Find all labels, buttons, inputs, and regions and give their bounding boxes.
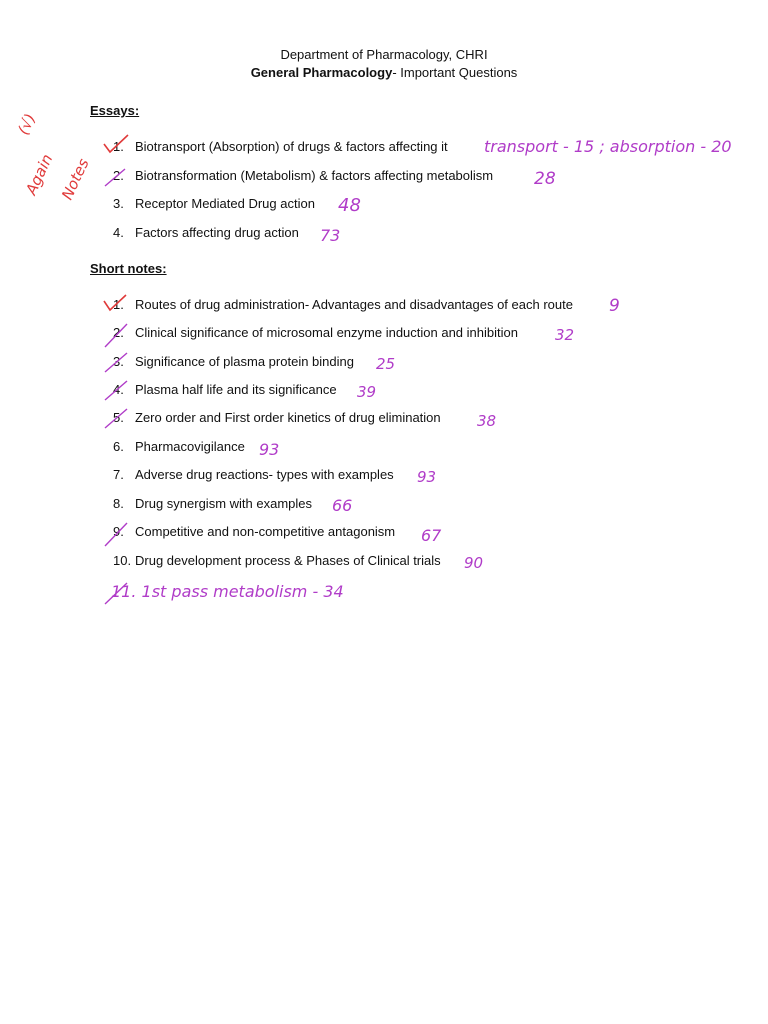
margin-note-again: Again <box>22 151 57 198</box>
short-note-number: 1. <box>113 297 124 312</box>
handwritten-note-page-ref: 93 <box>259 440 280 459</box>
short-note-item <box>113 553 441 569</box>
short-note-number: 6. <box>113 439 124 454</box>
essay-item-number: 2. <box>113 168 124 183</box>
essay-item-number: 1. <box>113 139 124 154</box>
handwritten-note-page-ref: 48 <box>338 195 361 216</box>
short-note-text: Routes of drug administration- Advantages and disadvantages of each route <box>135 297 573 312</box>
short-note-item <box>113 410 441 426</box>
handwritten-note-page-ref: 73 <box>320 226 341 245</box>
short-note-item <box>113 524 395 540</box>
short-note-text: Drug development process & Phases of Clinical trials <box>135 553 441 568</box>
short-note-text: Clinical significance of microsomal enzyme induction and inhibition <box>135 325 518 340</box>
essay-item <box>113 168 493 184</box>
handwritten-note-page-ref: 39 <box>357 383 377 401</box>
margin-note-mark: (√) <box>14 110 40 138</box>
short-note-item <box>113 439 245 455</box>
short-note-item <box>113 297 573 313</box>
handwritten-note-page-ref: 25 <box>376 355 396 373</box>
essays-heading: Essays: <box>90 103 140 118</box>
document-title <box>0 65 768 81</box>
essay-item <box>113 225 299 241</box>
short-note-item <box>113 325 518 341</box>
short-note-number: 10. <box>113 553 132 568</box>
margin-note-notes: Notes <box>58 155 93 203</box>
document-title-rest: - Important Questions <box>392 65 518 80</box>
handwritten-note-page-ref: 67 <box>421 526 442 545</box>
handwritten-note-page-ref: 9 <box>609 296 620 316</box>
essay-item-text: Factors affecting drug action <box>135 225 299 240</box>
handwritten-note-page-ref: 28 <box>534 169 556 189</box>
short-note-number: 2. <box>113 325 124 340</box>
short-note-item <box>113 382 337 398</box>
document-title-bold: General Pharmacology <box>250 65 393 80</box>
short-note-text: Significance of plasma protein binding <box>135 354 354 369</box>
short-note-number: 8. <box>113 496 124 511</box>
short-note-number: 9. <box>113 524 124 539</box>
short-note-number: 4. <box>113 382 124 397</box>
essay-item-text: Biotransport (Absorption) of drugs & factors affecting it <box>135 139 448 154</box>
handwritten-note-page-ref: transport - 15 ; absorption - 20 <box>484 137 732 156</box>
department-title: Department of Pharmacology, CHRI <box>280 47 488 62</box>
short-note-text: Zero order and First order kinetics of drug elimination <box>135 410 441 425</box>
essay-item-text: Receptor Mediated Drug action <box>135 196 315 211</box>
short-note-text: Drug synergism with examples <box>135 496 313 511</box>
essay-item-number: 4. <box>113 225 124 240</box>
short-note-item <box>113 467 394 483</box>
essay-item <box>113 196 315 212</box>
short-note-number: 3. <box>113 354 124 369</box>
handwritten-note-page-ref: 66 <box>332 496 353 515</box>
short-notes-heading: Short notes: <box>90 261 167 276</box>
short-note-text: Adverse drug reactions- types with examples <box>135 467 394 482</box>
short-note-text: Plasma half life and its significance <box>135 382 337 397</box>
essay-item-number: 3. <box>113 196 124 211</box>
essay-item-text: Biotransformation (Metabolism) & factors affecting metabolism <box>135 168 494 183</box>
handwritten-extra-item: 11. 1st pass metabolism - 34 <box>111 582 344 601</box>
handwritten-note-page-ref: 32 <box>555 326 575 344</box>
handwritten-note-page-ref: 38 <box>477 412 497 430</box>
short-note-number: 5. <box>113 410 124 425</box>
short-note-number: 7. <box>113 467 124 482</box>
essay-item <box>113 139 448 155</box>
short-note-text: Pharmacovigilance <box>135 439 245 454</box>
short-note-item <box>113 354 354 370</box>
short-note-item <box>113 496 312 512</box>
short-note-text: Competitive and non-competitive antagonism <box>135 524 396 539</box>
handwritten-note-page-ref: 90 <box>464 554 484 572</box>
handwritten-note-page-ref: 93 <box>417 468 437 486</box>
